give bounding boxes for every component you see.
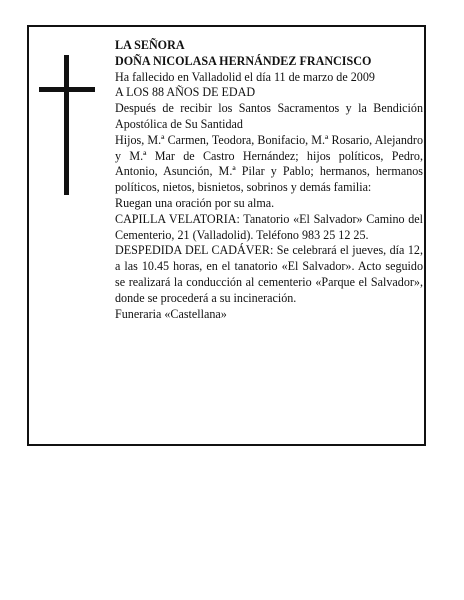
cross-vertical-bar	[64, 55, 69, 195]
death-line: Ha fallecido en Valladolid el día 11 de marzo de 2009	[115, 69, 375, 84]
farewell-paragraph: DESPEDIDA DEL CADÁVER: Se celebrará el jueves, día 12, a las 10.45 horas, en el tanatorio «El Salvador». Acto seguido se realizará la conducción al cementerio «Parque el Salvador», donde se procederá a su incineración.	[115, 243, 423, 305]
deceased-name: DOÑA NICOLASA HERNÁNDEZ FRANCISCO	[115, 53, 372, 68]
chapel-paragraph: CAPILLA VELATORIA: Tanatorio «El Salvador» Camino del Cementerio, 21 (Valladolid). Teléfono 983 25 12 25.	[115, 211, 423, 242]
cross-horizontal-bar	[39, 87, 95, 92]
notice-title: LA SEÑORA	[115, 38, 185, 52]
prayer-line: Ruegan una oración por su alma.	[115, 195, 275, 210]
sacraments-paragraph: Después de recibir los Santos Sacramentos y la Bendición Apostólica de Su Santidad	[115, 101, 423, 131]
funeral-home: Funeraria «Castellana»	[115, 306, 227, 321]
obituary-text	[115, 38, 423, 322]
age-line: A LOS 88 AÑOS DE EDAD	[115, 85, 256, 100]
latin-cross-icon	[0, 0, 1, 1]
family-paragraph: Hijos, M.ª Carmen, Teodora, Bonifacio, M.ª Rosario, Alejandro y M.ª Mar de Castro Hernández; hijos políticos, Pedro, Antonio, Asunción, M.ª Pilar y Pablo; hermanos, hermanos políticos, nietos, bisnietos, sobrinos y demás familia:	[115, 132, 423, 195]
